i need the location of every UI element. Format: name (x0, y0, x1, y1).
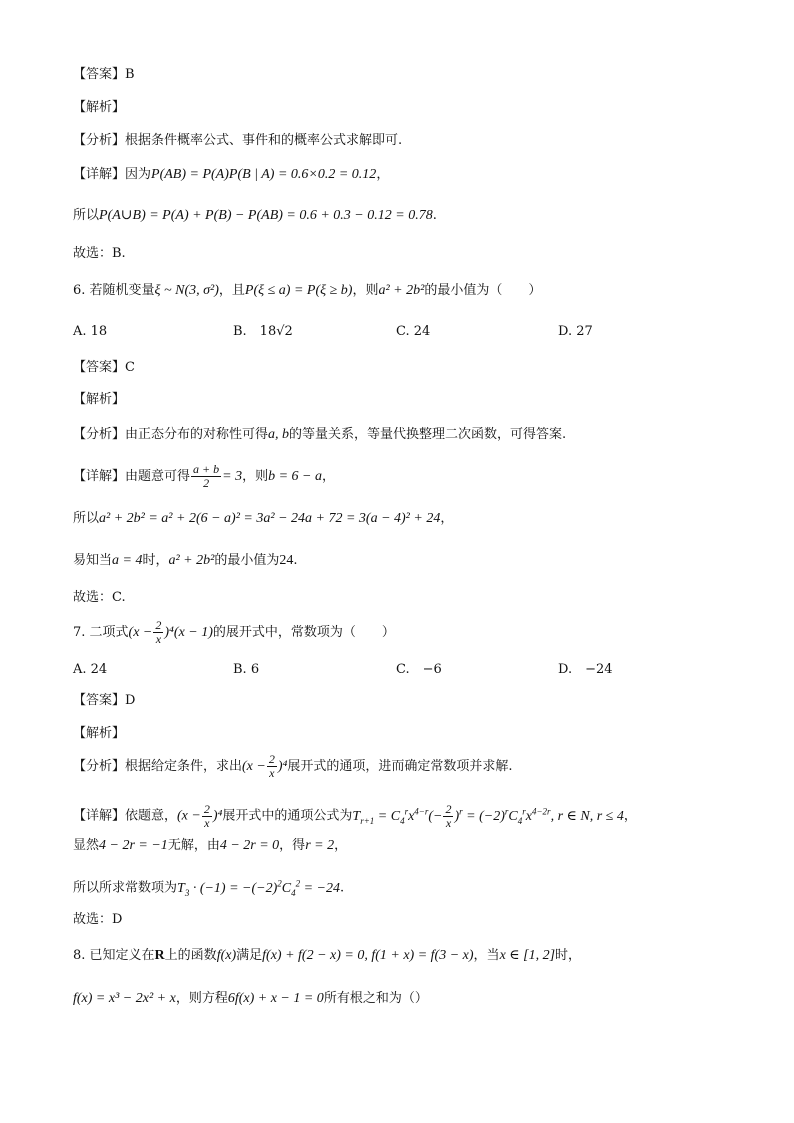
q5-answer: 【答案】B (73, 67, 135, 82)
q6-analysis (73, 426, 566, 444)
q7-stem-a: 7. 二项式 (73, 625, 129, 640)
q7-res-c: · (−1) = −(−2) (189, 880, 278, 896)
q8-stem-g: ，当 (473, 948, 500, 963)
q7-detail-k-sub: 4 (517, 815, 523, 826)
q6-easy-e: 的最小值为 (214, 553, 280, 568)
q6-jiexi-heading: 【解析】 (73, 392, 126, 407)
q7-detail-b: (x − (177, 808, 201, 824)
q7-general-term (352, 801, 624, 830)
q7-detail-i: ) (454, 808, 460, 824)
q7-obv-e: ，得 (279, 838, 306, 853)
q6-option-c: C. 24 (396, 324, 431, 339)
q7-detail-l: x (525, 808, 532, 824)
q6-stem-a: 6. 若随机变量 (73, 283, 155, 298)
q7-fenxi-c: )⁴ (277, 759, 288, 774)
q7-detail-g: x (408, 808, 415, 824)
q8-stem-i: 时， (555, 948, 582, 963)
q8-stem-e: 满足 (236, 948, 263, 963)
q8-stem-c: 上的函数 (164, 948, 217, 963)
q6-stem-g: 的最小值为（ ） (424, 283, 542, 298)
q8-stem-b: R (154, 948, 165, 963)
q7-fenxi-b: (x − (242, 759, 266, 774)
q6-stem-f: a² + 2b² (378, 283, 425, 298)
q5-detail (73, 166, 389, 184)
q6-stem-d: P(ξ ≤ a) = P(ξ ≥ b) (244, 283, 353, 298)
q7-detail-l-sup: 4−2r (531, 806, 551, 816)
q7-detail-numerator-2: 2 (445, 801, 452, 816)
q7-detail-d: 展开式中的通项公式为 (222, 808, 353, 824)
q7-res-d-sub: 4 (291, 887, 296, 898)
q6-option-d: D. 27 (558, 324, 593, 339)
q7-answer: 【答案】D (73, 693, 136, 708)
q6-easy-b: a = 4 (112, 553, 143, 568)
q7-stem-numerator: 2 (155, 618, 162, 632)
q8-stem-a: 8. 已知定义在 (73, 948, 155, 963)
q7-detail-i-sup: r (459, 806, 463, 816)
q7-obv-g: ， (334, 838, 348, 853)
q7-res-e: = −24 (300, 880, 340, 896)
q7-detail-f-sub: 4 (400, 815, 405, 826)
q7-stem-d: 的展开式中，常数项为（ ） (212, 625, 395, 640)
q7-fenxi-a: 【分析】根据给定条件，求出 (73, 759, 243, 774)
q7-option-b: B. 6 (233, 662, 260, 677)
q7-detail-denominator: x (204, 815, 210, 830)
q7-fenxi-denominator: x (269, 766, 275, 780)
q8-l2-b: ，则方程 (175, 991, 228, 1006)
q5-jiexi-heading: 【解析】 (73, 100, 126, 115)
q6-derivation (73, 510, 453, 528)
q6-option-b: B. 18√2 (233, 324, 293, 339)
q5-analysis: 【分析】根据条件概率公式、事件和的概率公式求解即可. (73, 133, 403, 148)
q6-detail-a: 【详解】由题意可得 (73, 469, 191, 484)
q5-conclusion (73, 207, 437, 225)
q5-so-formula: P(A∪B) = P(A) + P(B) − P(AB) = 0.6 + 0.3 − 0.12 = 0.78 (99, 208, 433, 223)
q7-detail-j: = (−2) (462, 808, 505, 824)
q5-choice: 故选：B. (73, 246, 126, 261)
q7-choice: 故选：D (73, 912, 123, 927)
q6-fenxi-a: 【分析】由正态分布的对称性可得 (73, 427, 269, 442)
q7-res-b: T (177, 880, 185, 896)
q7-res-f: . (340, 880, 345, 896)
q7-fenxi-numerator: 2 (268, 752, 275, 766)
q7-stem-fraction (153, 619, 163, 646)
q7-detail-e: T (352, 808, 361, 824)
q6-detail-fraction (191, 463, 221, 490)
q7-detail-f: = C (374, 808, 401, 824)
q5-detail-label: 【详解】 (73, 167, 126, 182)
q7-stem-c: )⁴(x − 1) (164, 625, 213, 640)
q6-detail-c: ，则 (242, 469, 269, 484)
q6-stem (73, 282, 541, 300)
q7-detail-e-sub: r+1 (360, 815, 375, 826)
q5-detail-formula: P(AB) = P(A)P(B | A) = 0.6×0.2 = 0.12 (151, 167, 377, 182)
q7-stem-denominator: x (155, 632, 162, 646)
q7-fenxi-d: 展开式的通项，进而确定常数项并求解. (287, 759, 513, 774)
q7-detail-h: (− (428, 808, 443, 824)
q7-detail-g-sup: 4−r (414, 806, 429, 816)
q6-detail-numerator: a + b (193, 462, 220, 476)
q6-so-b: a² + 2b² = a² + 2(6 − a)² = 3a² − 24a + 72 = 3(a − 4)² + 24 (99, 511, 441, 526)
q7-obv-f: r = 2 (305, 838, 335, 853)
q6-so-a: 所以 (73, 511, 100, 526)
q6-stem-c: ，且 (218, 283, 245, 298)
q6-easy-g: . (293, 553, 298, 568)
q6-easy-f: 24 (279, 553, 294, 568)
q7-observation (73, 837, 347, 855)
q7-obv-b: 4 − 2r = −1 (99, 838, 168, 853)
q7-detail-numerator: 2 (203, 801, 210, 816)
q7-fenxi-fraction (267, 753, 277, 780)
q7-res-d-sup: 2 (295, 878, 301, 888)
q5-detail-text: 因为 (125, 167, 152, 182)
q6-easy-a: 易知当 (73, 553, 113, 568)
q7-detail (73, 796, 637, 835)
q7-result-formula (177, 878, 340, 898)
q8-l2-c: 6f(x) + x − 1 = 0 (227, 991, 324, 1006)
q7-option-d: D. −24 (558, 662, 613, 677)
q6-detail-denominator: 2 (203, 476, 210, 490)
q6-choice: 故选：C. (73, 590, 126, 605)
q6-so-c: ， (440, 511, 454, 526)
q7-analysis (73, 752, 513, 782)
q7-detail-fraction (202, 803, 212, 830)
q8-l2-a: f(x) = x³ − 2x² + x (73, 991, 176, 1006)
q7-stem (73, 618, 395, 648)
q6-detail (73, 462, 335, 492)
q7-obv-a: 显然 (73, 838, 100, 853)
q7-option-c: C. −6 (396, 662, 442, 677)
q7-detail-denominator-2: x (445, 815, 452, 830)
q7-obv-d: 4 − 2r = 0 (219, 838, 280, 853)
q7-detail-fraction-2 (443, 803, 453, 830)
q7-jiexi-heading: 【解析】 (73, 726, 126, 741)
q7-result (73, 874, 344, 901)
q7-res-b-sub: 3 (184, 887, 190, 898)
q7-detail-a: 【详解】依题意， (73, 808, 178, 824)
q8-l2-d: 所有根之和为（） (323, 991, 428, 1006)
q6-detail-d: b = 6 − a (268, 469, 322, 484)
q7-res-d: C (281, 880, 292, 896)
q7-res-a: 所以所求常数项为 (73, 880, 178, 896)
q7-detail-k: C (508, 808, 518, 824)
q6-option-a: A. 18 (73, 324, 108, 339)
q6-fenxi-c: 的等量关系，等量代换整理二次函数，可得答案. (289, 427, 567, 442)
q7-obv-c: 无解，由 (167, 838, 220, 853)
q7-detail-c: )⁴ (212, 808, 223, 824)
q6-detail-b: = 3 (222, 469, 243, 484)
q7-detail-j-sup: r (504, 806, 509, 816)
q5-so-label: 所以 (73, 208, 100, 223)
q6-conclusion (73, 552, 297, 570)
q8-stem-line-2 (73, 990, 428, 1008)
q7-stem-b: (x − (128, 625, 153, 640)
q5-so-end: . (432, 208, 437, 223)
q6-easy-c: 时， (142, 553, 169, 568)
q8-stem-f: f(x) + f(2 − x) = 0, f(1 + x) = f(3 − x) (262, 948, 474, 963)
q7-res-c-sup: 2 (277, 878, 282, 888)
q7-detail-m: , r ∈ N, r ≤ 4 (550, 808, 624, 824)
q8-stem-h: x ∈ [1, 2] (499, 948, 556, 963)
q6-stem-b: ξ ~ N(3, σ²) (154, 283, 219, 298)
q5-detail-end: ， (376, 167, 390, 182)
q7-option-a: A. 24 (73, 662, 108, 677)
q8-stem-d: f(x) (216, 948, 237, 963)
q6-easy-d: a² + 2b² (168, 553, 215, 568)
q6-fenxi-b: a, b (268, 427, 290, 442)
q8-stem (73, 947, 581, 965)
q7-detail-k-sup: r (522, 806, 526, 816)
q7-detail-f-sup: r (404, 806, 409, 816)
q6-answer: 【答案】C (73, 360, 135, 375)
q6-detail-e: ， (322, 469, 336, 484)
q6-stem-e: ，则 (352, 283, 379, 298)
q7-detail-n: ， (623, 808, 637, 824)
